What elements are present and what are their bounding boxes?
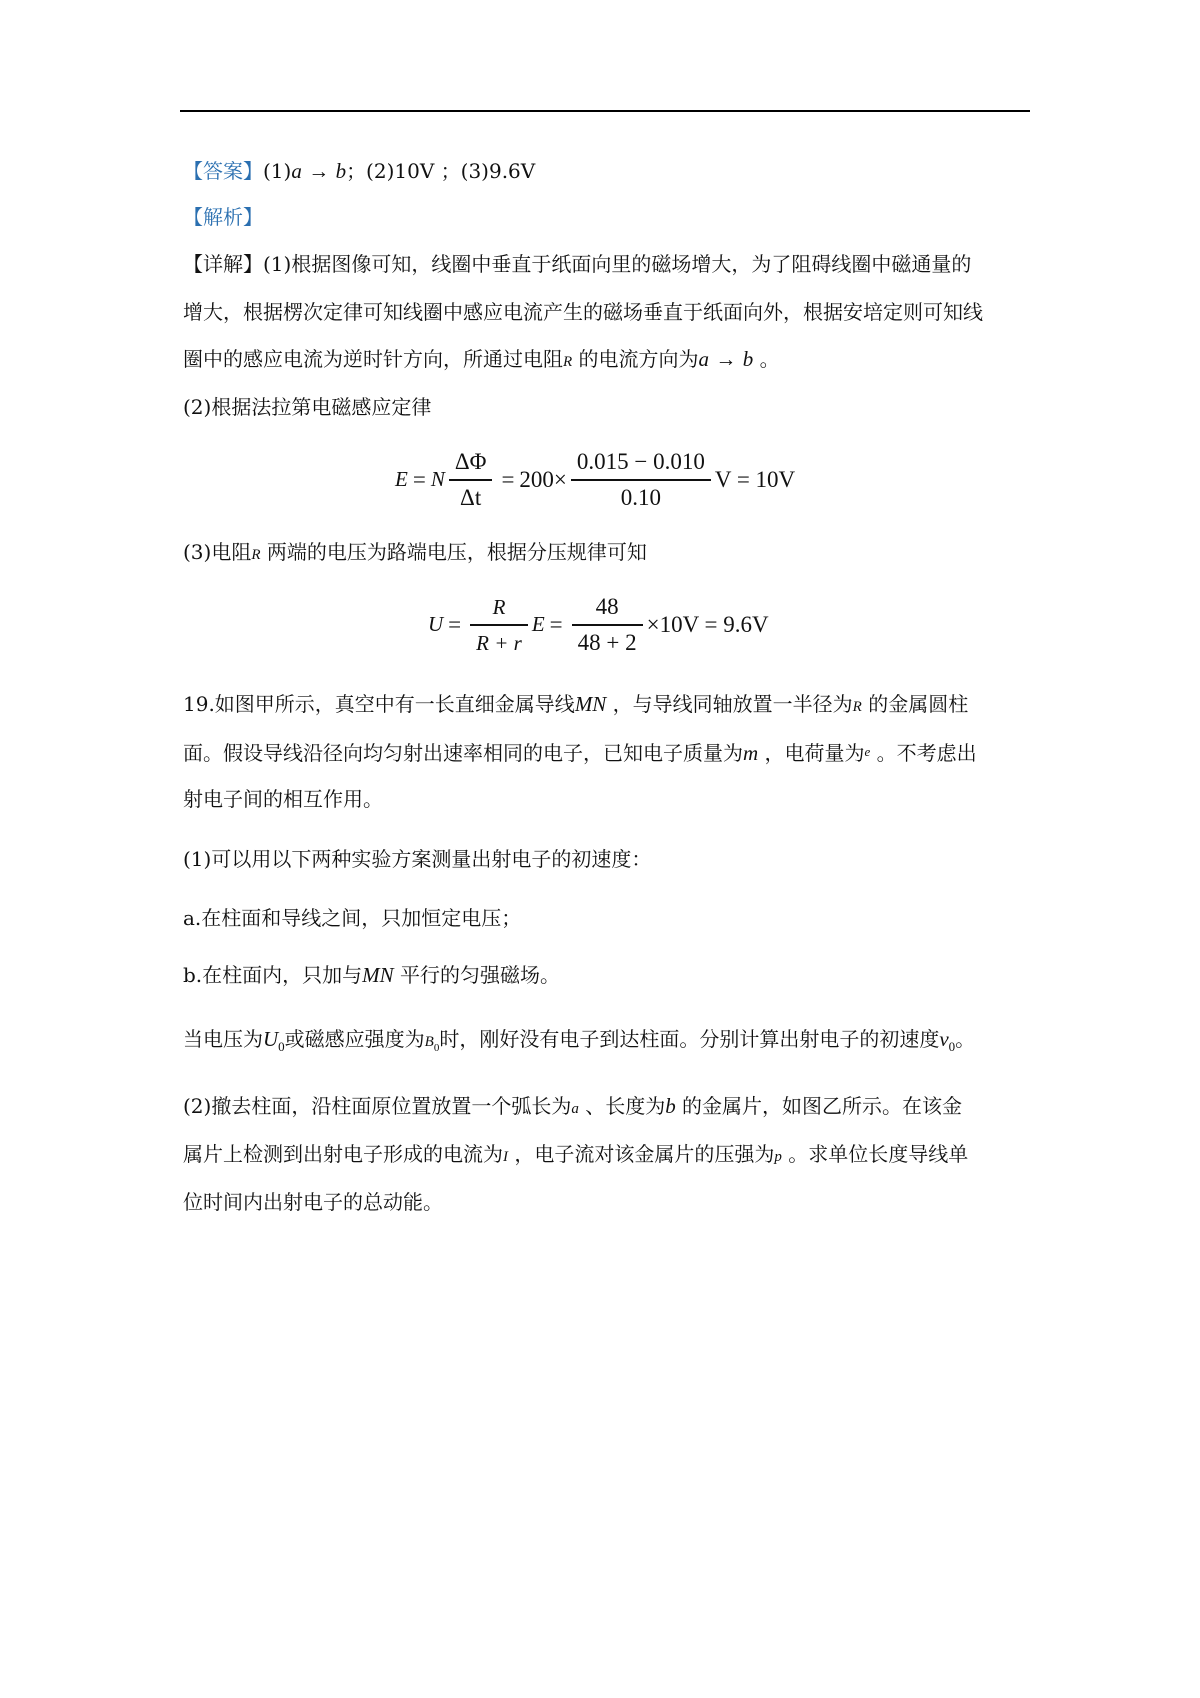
q19-when-a: 当电压为 — [183, 1027, 263, 1051]
q19-text-1a: 19.如图甲所示，真空中有一长直细金属导线 — [183, 692, 575, 716]
q19-line-1 — [183, 691, 968, 720]
subscript: 0 — [433, 1042, 440, 1054]
fraction-48 — [572, 593, 643, 657]
fraction-bar — [572, 624, 643, 626]
var-MN: MN — [362, 963, 394, 987]
part3-text-b: 两端的电压为路端电压，根据分压规律可知 — [260, 540, 647, 564]
fraction-dphi-dt — [449, 448, 493, 512]
coefficient: 200 — [519, 466, 554, 492]
q19-sub2-line-3: 位时间内出射电子的总动能。 — [183, 1190, 443, 1214]
detail-text-1: (1)根据图像可知，线圈中垂直于纸面向里的磁场增大，为了阻碍线圈中磁通量的 — [263, 252, 972, 276]
q19-line-3: 射电子间的相互作用。 — [183, 787, 383, 811]
q19-text-1b: ，与导线同轴放置一半径为 — [606, 692, 853, 716]
var-b: b — [665, 1094, 676, 1118]
arrow-symbol: → — [308, 159, 330, 183]
arrow-symbol: → — [715, 347, 737, 371]
times-sign: × — [646, 611, 660, 637]
numerator: 48 — [595, 594, 619, 619]
q19-b-text-b: 平行的匀强磁场。 — [393, 963, 561, 987]
var-I: I — [503, 1149, 508, 1165]
var-U0: U — [263, 1027, 279, 1051]
detail-tag: 【详解】 — [183, 252, 263, 276]
q19-sub2-a: (2)撤去柱面，沿柱面原位置放置一个弧长为 — [183, 1094, 572, 1118]
var-m: m — [743, 741, 759, 765]
var-v0: v — [939, 1027, 949, 1051]
q19-sub2-line-2 — [183, 1141, 968, 1170]
numerator: ΔΦ — [454, 449, 487, 474]
var-a: a — [698, 347, 710, 371]
var-b: b — [335, 159, 347, 183]
q19-sub2-line-1 — [183, 1093, 962, 1122]
var-e: e — [864, 744, 871, 759]
var-b: b — [742, 347, 754, 371]
detail-text-3c: 。 — [753, 347, 780, 371]
q19-option-b — [183, 962, 560, 988]
q19-text-1c: 的金属圆柱 — [861, 692, 969, 716]
var-U: U — [428, 612, 444, 637]
fraction-flux — [571, 448, 711, 512]
subscript: 0 — [948, 1039, 956, 1054]
detail-text-3b: 的电流方向为 — [572, 347, 699, 371]
part2-title: (2)根据法拉第电磁感应定律 — [183, 395, 432, 419]
detail-text-3a: 圈中的感应电流为逆时针方向，所通过电阻 — [183, 347, 563, 371]
equals-sign: = — [549, 611, 563, 637]
analysis-tag: 【解析】 — [183, 205, 263, 229]
var-E: E — [395, 467, 408, 492]
fraction-R-Rr — [470, 593, 528, 657]
faraday-equation — [395, 448, 795, 512]
var-MN: MN — [574, 692, 607, 716]
denominator: 48 + 2 — [577, 629, 637, 655]
detail-line-2: 增大，根据楞次定律可知线圈中感应电流产生的磁场垂直于纸面向外，根据安培定则可知线 — [183, 300, 983, 324]
q19-condition — [183, 1026, 975, 1061]
q19-when-d: 。 — [955, 1027, 976, 1051]
header-rule — [180, 110, 1030, 112]
q19-l8-c: 。求单位长度导线单 — [781, 1142, 969, 1166]
equals-sign: = — [412, 466, 426, 492]
q19-when-c: 时，刚好没有电子到达柱面。分别计算出射电子的初速度 — [439, 1027, 940, 1051]
detail-line-3 — [183, 346, 780, 375]
fraction-bar — [470, 624, 528, 626]
denominator: Δt — [460, 484, 482, 510]
q19-line-2 — [183, 739, 977, 766]
var-a: a — [571, 1101, 579, 1117]
answer-tag: 【答案】 — [183, 159, 263, 183]
q19-text-2c: 。不考虑出 — [870, 741, 977, 765]
q19-b-text-a: b.在柱面内，只加与 — [183, 963, 363, 987]
part3-text-a: (3)电阻 — [183, 540, 252, 564]
equals-sign: = — [448, 611, 462, 637]
q19-text-2a: 面。假设导线沿径向均匀射出速率相同的电子，已知电子质量为 — [183, 741, 743, 765]
var-p: p — [774, 1149, 782, 1165]
q19-sub2-b: 、长度为 — [578, 1094, 666, 1118]
times-sign: × — [553, 466, 567, 492]
denominator: R + r — [476, 630, 522, 655]
q19-l8-b: ，电子流对该金属片的压强为 — [508, 1142, 775, 1166]
fraction-bar — [449, 479, 493, 481]
equals-sign: = — [501, 466, 515, 492]
var-R: R — [251, 547, 261, 563]
q19-l8-a: 属片上检测到出射电子形成的电流为 — [183, 1142, 503, 1166]
answer-rest: ；(2)10V ；(3)9.6V — [346, 159, 536, 183]
result: 10V = 9.6V — [659, 611, 769, 637]
answer-line — [183, 158, 535, 184]
subscript: 0 — [278, 1039, 285, 1054]
var-N: N — [430, 467, 445, 492]
var-B0: B — [424, 1034, 434, 1050]
result: V = 10V — [714, 466, 796, 492]
q19-text-2b: ，电荷量为 — [758, 741, 865, 765]
var-R: R — [852, 699, 862, 715]
var-R: R — [563, 354, 573, 370]
detail-line-1 — [183, 251, 971, 277]
fraction-bar — [571, 479, 711, 481]
var-E: E — [531, 612, 545, 637]
numerator: 0.015 − 0.010 — [576, 449, 705, 474]
q19-sub1: (1)可以用以下两种实验方案测量出射电子的初速度： — [183, 847, 652, 871]
divider-equation — [428, 593, 769, 657]
q19-option-a: a.在柱面和导线之间，只加恒定电压； — [183, 906, 522, 930]
answer-part1: (1) — [263, 159, 292, 183]
denominator: 0.10 — [620, 484, 662, 510]
numerator: R — [492, 595, 506, 619]
q19-when-b: 或磁感应强度为 — [284, 1027, 425, 1051]
var-a: a — [291, 159, 302, 183]
part3-title — [183, 539, 647, 568]
q19-sub2-c: 的金属片，如图乙所示。在该金 — [675, 1094, 963, 1118]
